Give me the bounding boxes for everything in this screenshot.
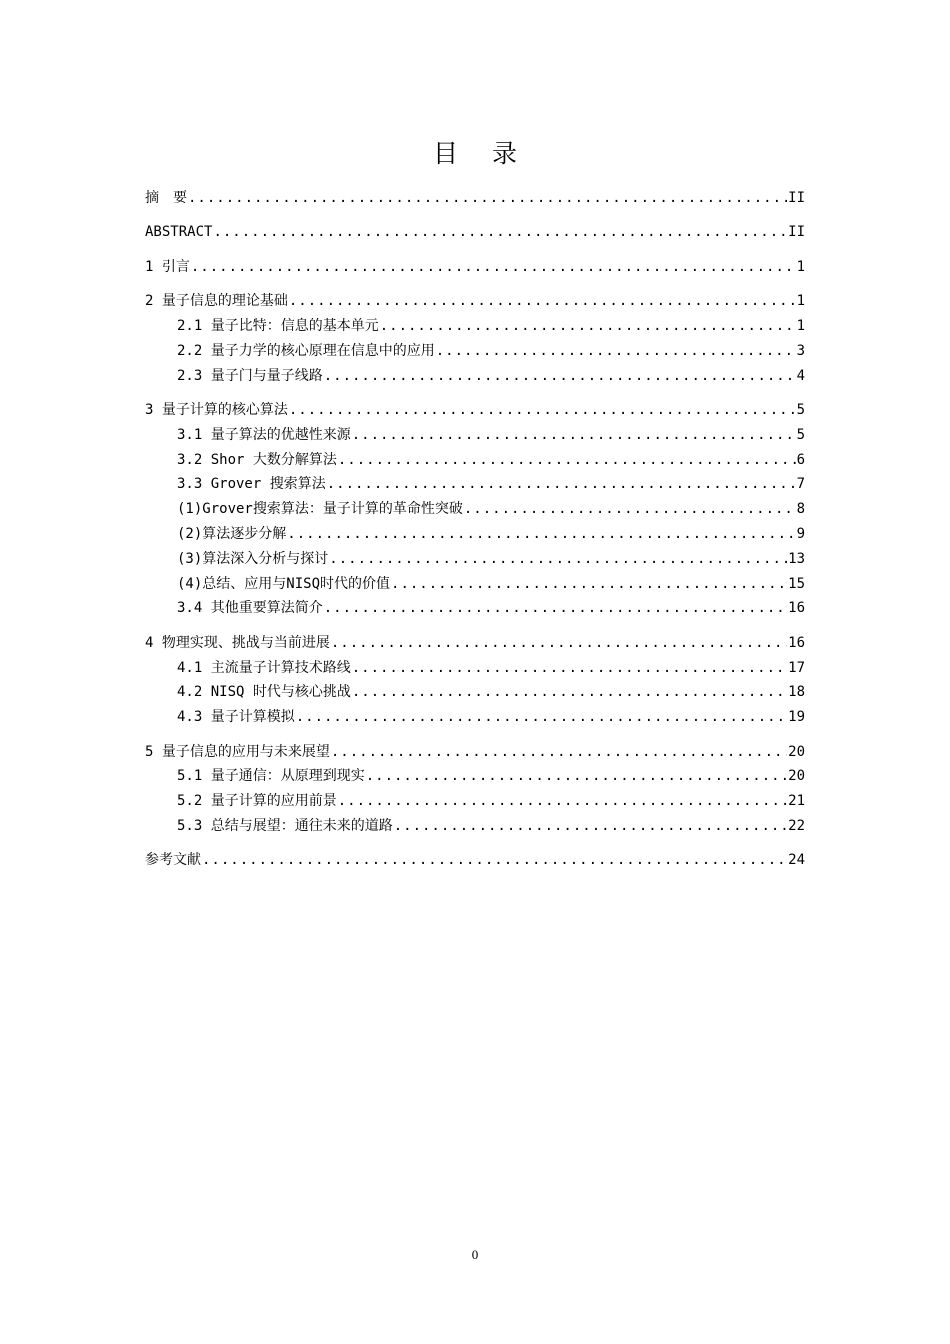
toc-dot-leader	[289, 289, 796, 314]
toc-entry-label: 3.4 其他重要算法简介	[177, 600, 323, 617]
toc-dot-leader	[188, 186, 787, 211]
toc-entry[interactable]	[145, 789, 805, 814]
toc-entry-page: 8	[796, 501, 805, 518]
toc-entry-label: 4.1 主流量子计算技术路线	[177, 659, 351, 676]
toc-dot-leader	[352, 656, 787, 681]
toc-entry[interactable]	[145, 398, 805, 423]
toc-entry-page: 16	[788, 600, 805, 617]
toc-entry[interactable]	[145, 472, 805, 497]
toc-entry-label: 3 量子计算的核心算法	[145, 401, 288, 418]
toc-entry-label: 4 物理实现、挑战与当前进展	[145, 634, 330, 651]
toc-dot-leader	[213, 220, 787, 245]
toc-dot-leader	[352, 423, 796, 448]
toc-entry-page: 22	[788, 817, 805, 834]
toc-entry-page: 18	[788, 684, 805, 701]
toc-entry-page: 19	[788, 709, 805, 726]
toc-dot-leader	[391, 572, 787, 597]
toc-dot-leader	[287, 522, 795, 547]
toc-entry[interactable]	[145, 547, 805, 572]
toc-entry-page: 1	[796, 293, 805, 310]
toc-entry-page: 16	[788, 634, 805, 651]
toc-entry-label: 参考文献	[145, 852, 201, 869]
toc-entry[interactable]	[145, 572, 805, 597]
toc-dot-leader	[352, 680, 787, 705]
toc-entry-label: 5 量子信息的应用与未来展望	[145, 743, 330, 760]
toc-entry[interactable]	[145, 764, 805, 789]
toc-entry-label: (4)总结、应用与NISQ时代的价值	[177, 575, 391, 592]
toc-entry-label: 5.3 总结与展望：通往未来的道路	[177, 817, 393, 834]
toc-entry-label: 3.1 量子算法的优越性来源	[177, 426, 351, 443]
toc-entry-label: (1)Grover搜索算法：量子计算的革命性突破	[177, 501, 463, 518]
toc-dot-leader	[394, 814, 787, 839]
toc-dot-leader	[289, 398, 796, 423]
toc-entry[interactable]	[145, 220, 805, 245]
toc-entry[interactable]	[145, 656, 805, 681]
toc-entry-label: (2)算法逐步分解	[177, 525, 287, 542]
toc-entry-page: 9	[796, 525, 805, 542]
toc-entry-page: 7	[796, 476, 805, 493]
toc-entry[interactable]	[145, 596, 805, 621]
toc-entry-label: 5.2 量子计算的应用前景	[177, 793, 337, 810]
toc-dot-leader	[191, 255, 796, 280]
toc-entry-page: 17	[788, 659, 805, 676]
toc-entry[interactable]	[145, 497, 805, 522]
toc-entry[interactable]	[145, 255, 805, 280]
toc-entry[interactable]	[145, 680, 805, 705]
toc-dot-leader	[202, 848, 787, 873]
toc-entry[interactable]	[145, 289, 805, 314]
toc-entry-label: (3)算法深入分析与探讨	[177, 550, 329, 567]
toc-entry-label: ABSTRACT	[145, 224, 213, 241]
title-part-1: 目	[432, 139, 458, 168]
toc-entry-label: 2.3 量子门与量子线路	[177, 367, 323, 384]
toc-dot-leader	[436, 339, 796, 364]
toc-entry[interactable]	[145, 448, 805, 473]
toc-entry-page: 24	[788, 852, 805, 869]
toc-entry-page: II	[788, 224, 805, 241]
toc-entry[interactable]	[145, 186, 805, 211]
toc-dot-leader	[329, 547, 787, 572]
toc-dot-leader	[331, 740, 787, 765]
toc-entry[interactable]	[145, 740, 805, 765]
toc-entry-page: 20	[788, 743, 805, 760]
page-number: 0	[471, 1247, 479, 1262]
toc-entry-label: 1 引言	[145, 258, 190, 275]
toc-entry-page: 1	[796, 317, 805, 334]
toc-entry-page: II	[788, 190, 805, 206]
toc-entry-page: 4	[796, 367, 805, 384]
toc-entry-page: 1	[796, 258, 805, 275]
page-title	[0, 134, 950, 170]
toc-entry-label: 3.3 Grover 搜索算法	[177, 476, 326, 493]
toc-dot-leader	[338, 448, 796, 473]
toc-entry[interactable]	[145, 705, 805, 730]
toc-entry-label: 摘 要	[145, 190, 187, 206]
toc-entry-label: 4.3 量子计算模拟	[177, 709, 295, 726]
toc-dot-leader	[296, 705, 787, 730]
toc-entry[interactable]	[145, 522, 805, 547]
table-of-contents	[145, 186, 805, 873]
toc-entry-label: 2.1 量子比特：信息的基本单元	[177, 317, 379, 334]
toc-entry[interactable]	[145, 631, 805, 656]
toc-entry[interactable]	[145, 314, 805, 339]
toc-entry[interactable]	[145, 848, 805, 873]
toc-entry-label: 2 量子信息的理论基础	[145, 293, 288, 310]
toc-dot-leader	[324, 596, 787, 621]
toc-entry[interactable]	[145, 364, 805, 389]
toc-dot-leader	[380, 314, 796, 339]
toc-dot-leader	[324, 364, 796, 389]
toc-entry-page: 15	[788, 575, 805, 592]
toc-entry[interactable]	[145, 339, 805, 364]
title-part-2: 录	[492, 139, 518, 168]
toc-entry-page: 3	[796, 342, 805, 359]
toc-dot-leader	[327, 472, 796, 497]
toc-entry-page: 5	[796, 426, 805, 443]
toc-entry[interactable]	[145, 423, 805, 448]
toc-entry-label: 4.2 NISQ 时代与核心挑战	[177, 684, 351, 701]
toc-dot-leader	[331, 631, 787, 656]
toc-entry-page: 6	[796, 451, 805, 468]
toc-entry-page: 5	[796, 401, 805, 418]
toc-dot-leader	[464, 497, 796, 522]
toc-entry-page: 21	[788, 793, 805, 810]
toc-entry-label: 2.2 量子力学的核心原理在信息中的应用	[177, 342, 435, 359]
toc-entry-page: 13	[788, 550, 805, 567]
toc-entry-label: 5.1 量子通信：从原理到现实	[177, 768, 365, 785]
toc-dot-leader	[366, 764, 787, 789]
toc-entry-label: 3.2 Shor 大数分解算法	[177, 451, 337, 468]
toc-entry-page: 20	[788, 768, 805, 785]
toc-dot-leader	[338, 789, 787, 814]
toc-entry[interactable]	[145, 814, 805, 839]
